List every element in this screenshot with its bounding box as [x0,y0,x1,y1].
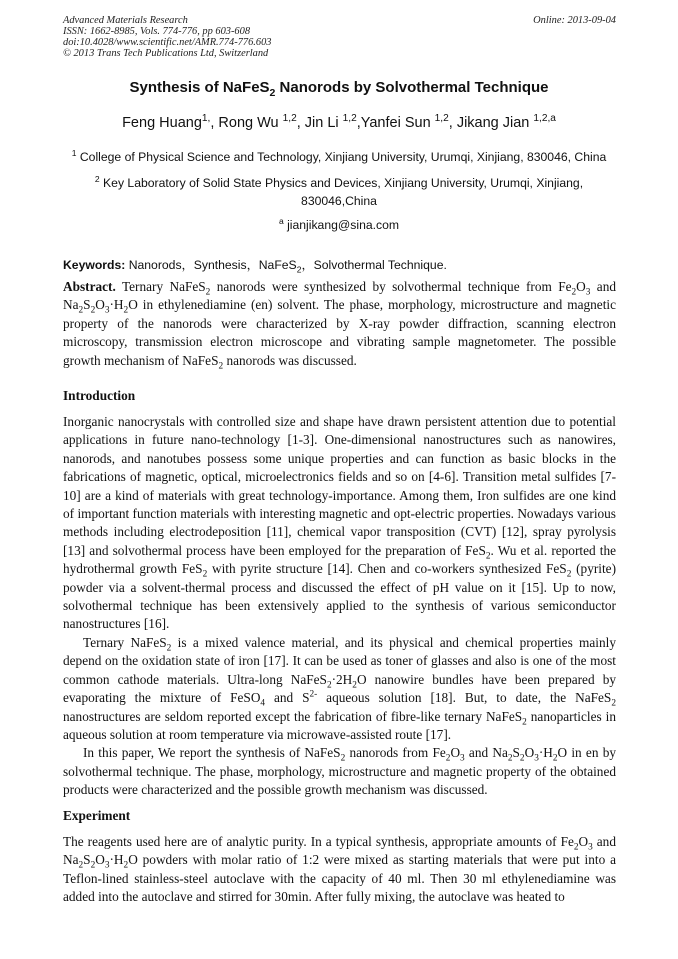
subscript: 3 [104,861,110,872]
body-text: The reagents used here are of analytic purity. In a typical synthesis, appropriate amounts of Fe [63,834,574,849]
author-separator: , [356,115,361,131]
title-text: Synthesis of NaFeS [129,79,270,96]
introduction-heading: Introduction [63,388,136,403]
subscript: 2 [340,753,346,764]
body-text: nanorods from Fe [345,745,446,761]
body-text: O [95,852,105,868]
paper-title [0,79,678,99]
paragraph [63,413,616,634]
affiliation-2 [40,174,638,210]
abstract-text: O [95,297,105,313]
body-text: ·H [109,852,124,868]
body-text: . Wu et al. reported the hydrothermal growth FeS [63,542,617,577]
subscript: 2 [166,643,172,654]
abstract-text: ·H [109,297,124,313]
body-text: O nanowire bundles have been prepared by evaporating the mixture of FeSO [63,671,616,706]
affiliation-text: College of Physical Science and Technology, Xinjiang University, Urumqi, Xinjiang, 830046, China [79,150,607,164]
abstract [63,278,616,370]
subscript: 4 [260,698,266,709]
body-text: nanoparticles in aqueous solution at room temperature via microwave-assisted route [17]. [63,708,616,742]
body-text: aqueous solution [18]. But, to date, the NaFeS [317,690,612,706]
body-text: and S [265,690,310,706]
keywords-label: Keywords: [63,258,126,272]
body-text: In this paper, We report the synthesis of NaFeS [83,745,341,761]
affiliation-text: Key Laboratory of Solid State Physics and Devices, Xinjiang University, Urumqi, Xinjiang, [103,176,584,190]
superscript: 2- [309,689,318,700]
subscript: 2 [566,569,572,580]
body-text: O in en by solvothermal technique. The phase, morphology, microstructure and magnetic property of the obtained products were characterized and the possible growth mechanism was discussed. [63,745,616,798]
subscript: 2 [123,861,129,872]
subscript: 2 [202,569,208,580]
subscript: 2 [218,361,224,372]
abstract-text: S [83,297,91,313]
subscript: 2 [573,842,579,853]
abstract-text: nanorods was discussed. [223,352,357,368]
subscript: 2 [522,717,527,728]
body-text: O [450,745,461,761]
body-text: O powders with molar ratio of 1:2 were mixed as starting materials that were put into a Teflon-lined stainless-steel autoclave with the capacity of 40 ml. Then 30 ml ethylenediamine was added into the autoclave and stirred for 30min. After fully mixing, the autoclave was heated to [63,852,616,905]
author-affiliation-mark: 1,2 [282,113,297,125]
author-affiliation-mark: 1, [201,113,211,125]
experiment-body [63,833,616,907]
subscript: 2 [205,287,211,298]
subscript: 3 [585,287,591,298]
subscript: 2 [445,753,451,764]
body-text: and Na [63,834,616,868]
body-text: Inorganic nanocrystals with controlled size and shape have drawn persistent attention due to potential applications in future nano-technology [1-3]. One-dimensional nanostructures such as nanowires, nanorods, and nanotubes possess some unique properties and can function as basic blocks in the fabrications of magnetic, optical, microelectronics fields and so on [4-6]. Transition metal sulfides [7-10] are a kind of materials with great technology-importance. Among them, Iron sulfides are one kind of important function materials with interesting magnetic and opt-electric properties. Nowadays various methods including electrodeposition [11], chemical vapor transposition (CVT) [12], spray pyrolysis [13] and solvothermal process have been employed for the preparation of FeS [63,414,616,558]
abstract-text: Ternary NaFeS [115,279,206,294]
subscript: 2 [519,753,525,764]
abstract-text: O [576,279,586,294]
keywords [63,256,616,273]
body-text: ·H [538,745,553,761]
author-affiliation-mark: 1,2 [342,113,357,125]
abstract-text: O in ethylenediamine (en) solvent. The phase, morphology, microstructure and magnetic property of the nanorods were characterized by X-ray powder diffraction, scanning electron microscopy, transmission electron microscope and vibrating sample magnetometer. The possible growth mechanism of NaFeS [63,297,616,368]
subscript: 2 [78,306,84,317]
subscript: 2 [485,551,491,562]
body-text: ·2H [331,671,353,687]
author-separator: , [296,115,305,131]
subscript: 2 [352,680,357,691]
body-text: and Na [464,745,508,761]
contact-email [40,216,638,234]
author-separator: , [210,115,219,131]
affiliation-mark: 1 [71,147,77,158]
author-name: Yanfei Sun [360,115,435,131]
affiliation-1 [40,148,638,166]
subscript: 2 [571,287,577,298]
author-name: Jin Li [304,115,343,131]
author-list [0,115,678,131]
title-subscript: 2 [269,87,276,99]
journal-header [63,15,616,59]
author-name: Rong Wu [218,115,283,131]
subscript: 2 [90,306,96,317]
subscript: 2 [123,306,129,317]
email-mark: a [278,215,284,226]
body-text: is a mixed valence material, and its physical and chemical properties mainly depend on the oxidation state of iron [17]. It can be used as toner of glasses and also is one of the most common cathode materials. Ultra-long NaFeS [63,634,616,687]
copyright-line: © 2013 Trans Tech Publications Ltd, Switzerland [63,48,269,59]
abstract-label: Abstract. [63,279,116,294]
author-separator: , [448,115,457,131]
title-text-end: Nanorods by Solvothermal Technique [275,79,549,96]
body-text: O [524,745,535,761]
issn-line: ISSN: 1662-8985, Vols. 774-776, pp 603-608 [63,26,251,37]
subscript: 2 [552,753,558,764]
subscript: 3 [104,306,110,317]
body-text: nanostructures are seldom reported except the fabrication of fibre-like ternary NaFeS [63,708,523,724]
subscript: 2 [90,861,96,872]
keywords-text: Nanorods，Synthesis，NaFeS [125,258,297,272]
body-text: Ternary NaFeS [83,634,167,650]
author-affiliation-mark: 1,2 [434,113,449,125]
abstract-text: nanorods were synthesized by solvothermal technique from Fe [210,279,572,294]
experiment-heading: Experiment [63,808,131,823]
subscript: 3 [534,753,539,764]
body-text: with pyrite structure [14]. Chen and co-workers synthesized FeS [207,561,567,577]
keywords-text-end: ，Solvothermal Technique. [301,258,447,272]
introduction-body [63,413,616,800]
subscript: 3 [588,842,593,853]
body-text: (pyrite) powder via a solvent-thermal process and discussed the effect of pH value on it [15]. Up to now, solvothermal technique has been extensively applied to the synthesis of various semiconductor nanostructures [16]. [63,561,616,632]
author-name: Jikang Jian [456,115,534,131]
paragraph [63,634,616,744]
paragraph [63,744,616,799]
subscript: 2 [326,680,332,691]
keywords-subscript: 2 [296,264,302,275]
subscript: 3 [460,753,465,764]
subscript: 2 [78,861,84,872]
subscript: 2 [507,753,513,764]
affiliation-mark: 2 [94,173,100,184]
abstract-text: and Na [63,279,616,313]
body-text: O [578,834,589,849]
author-affiliation-mark: 1,2,a [533,113,556,125]
body-text: S [83,852,91,868]
author-name: Feng Huang [122,115,202,131]
email-text: jianjikang@sina.com [287,218,400,232]
body-text: S [512,745,520,761]
journal-name: Advanced Materials Research [63,15,188,26]
subscript: 2 [611,698,616,709]
online-date: Online: 2013-09-04 [533,15,616,26]
doi-line: doi:10.4028/www.scientific.net/AMR.774-776.603 [63,37,272,48]
affiliation-text-cont: 830046,China [301,194,377,208]
